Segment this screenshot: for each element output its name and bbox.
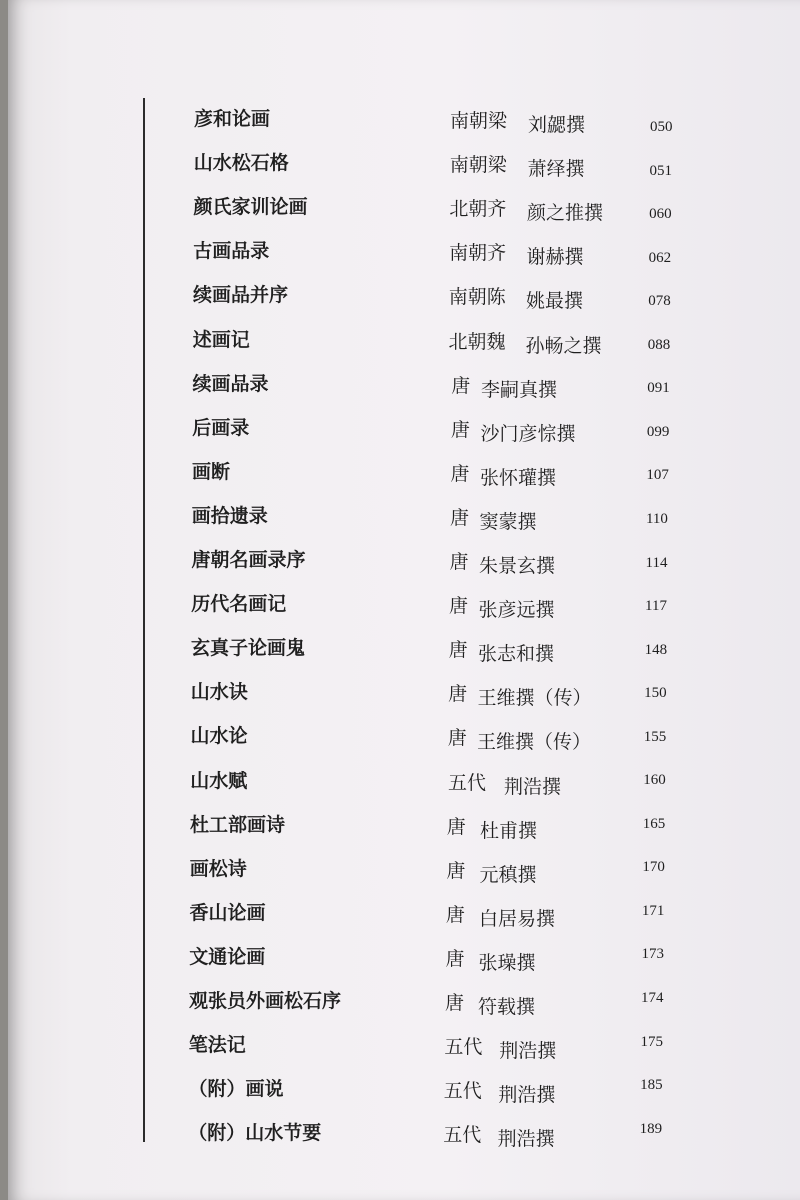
toc-title: 彦和论画 <box>194 108 271 130</box>
toc-title: 画断 <box>192 460 231 483</box>
toc-page-number: 170 <box>642 859 665 876</box>
toc-dynasty: 唐 <box>450 418 470 441</box>
toc-author: 杜甫撰 <box>480 819 538 842</box>
toc-dynasty: 北朝齐 <box>449 198 507 221</box>
toc-page-number: 099 <box>646 423 670 440</box>
toc-page-number: 150 <box>644 685 667 702</box>
vertical-rule <box>143 98 145 1142</box>
toc-title: 山水赋 <box>190 769 248 792</box>
toc-dynasty: 唐 <box>445 947 465 970</box>
toc-page-number: 148 <box>644 641 668 658</box>
toc-page-number: 155 <box>643 728 667 745</box>
toc-dynasty: 南朝梁 <box>450 110 508 132</box>
toc-dynasty: 唐 <box>450 462 470 485</box>
toc-title: 续画品并序 <box>193 284 289 307</box>
toc-author: 张怀瓘撰 <box>480 466 557 489</box>
toc-page-number: 062 <box>648 249 672 266</box>
toc-title: 画松诗 <box>189 857 247 880</box>
toc-dynasty: 唐 <box>449 551 469 573</box>
toc-page-number: 189 <box>639 1120 663 1137</box>
toc-title: 山水松石格 <box>193 152 289 175</box>
toc-title: 述画记 <box>192 328 250 351</box>
toc-title: 香山论画 <box>189 901 266 924</box>
toc-title: 杜工部画诗 <box>190 813 286 836</box>
toc-dynasty: 唐 <box>445 992 465 1014</box>
toc-author: 窦蒙撰 <box>479 510 537 533</box>
toc-title: （附）山水节要 <box>188 1122 322 1145</box>
toc-author: 张志和撰 <box>478 643 555 666</box>
toc-author: 张彦远撰 <box>478 599 555 622</box>
toc-dynasty: 唐 <box>448 683 468 706</box>
toc-page-number: 091 <box>647 380 670 397</box>
toc-dynasty: 唐 <box>449 506 469 529</box>
toc-author: 白居易撰 <box>479 907 556 930</box>
toc-dynasty: 南朝齐 <box>449 242 507 265</box>
toc-dynasty: 五代 <box>444 1036 483 1059</box>
toc-author: 朱景玄撰 <box>479 555 556 577</box>
toc-title: 历代名画记 <box>191 593 287 616</box>
toc-dynasty: 唐 <box>445 903 465 926</box>
toc-title: （附）画说 <box>188 1078 284 1101</box>
toc-dynasty: 五代 <box>443 1124 482 1147</box>
toc-title: 颜氏家训论画 <box>193 196 308 219</box>
toc-author: 萧绎撰 <box>527 158 585 181</box>
toc-author: 谢赫撰 <box>526 246 584 269</box>
toc-page-number: 165 <box>642 815 666 832</box>
toc-title: 唐朝名画录序 <box>191 549 306 571</box>
toc-author: 王维撰（传） <box>477 731 592 754</box>
toc-author: 荆浩撰 <box>504 775 562 798</box>
toc-author: 荆浩撰 <box>497 1128 555 1151</box>
toc-page-number: 173 <box>641 946 664 963</box>
toc-page-number: 110 <box>645 510 668 527</box>
toc-title: 山水诀 <box>190 681 248 704</box>
toc-page-number: 171 <box>641 902 665 919</box>
toc-dynasty: 南朝陈 <box>448 286 506 309</box>
toc-page-number: 078 <box>648 293 671 310</box>
toc-dynasty: 唐 <box>447 727 467 750</box>
toc-title: 文通论画 <box>189 945 266 968</box>
book-page <box>8 0 800 1200</box>
toc-page-number: 088 <box>647 336 671 353</box>
toc-title: 画拾遗录 <box>191 504 268 527</box>
toc-page-number: 160 <box>643 772 666 789</box>
toc-title: 山水论 <box>190 725 248 748</box>
toc-page-number: 185 <box>640 1077 663 1094</box>
toc-dynasty: 南朝梁 <box>449 154 507 177</box>
toc-dynasty: 唐 <box>448 639 468 662</box>
toc-page-number: 050 <box>650 119 673 135</box>
toc-dynasty: 唐 <box>449 595 469 618</box>
toc-author: 姚最撰 <box>526 290 584 313</box>
toc-page-number: 114 <box>645 554 668 571</box>
toc-author: 颜之推撰 <box>527 202 604 225</box>
toc-page-number: 060 <box>649 206 672 223</box>
toc-dynasty: 唐 <box>446 815 466 838</box>
toc-author: 孙畅之撰 <box>525 334 602 357</box>
toc-page-number: 175 <box>640 1033 664 1050</box>
toc-author: 荆浩撰 <box>498 1084 556 1107</box>
toc-author: 元稹撰 <box>479 863 537 886</box>
toc-page-number: 107 <box>646 467 669 484</box>
toc-author: 沙门彦悰撰 <box>480 422 576 445</box>
toc-author: 荆浩撰 <box>499 1040 557 1063</box>
toc-author: 符载撰 <box>478 996 536 1018</box>
toc-title: 续画品录 <box>192 372 269 395</box>
toc-dynasty: 五代 <box>448 771 487 794</box>
toc-author: 李嗣真撰 <box>481 378 558 401</box>
toc-dynasty: 唐 <box>451 374 471 397</box>
toc-title: 后画录 <box>192 416 250 439</box>
toc-dynasty: 五代 <box>443 1080 482 1103</box>
toc-author: 刘勰撰 <box>528 114 586 136</box>
toc-page-number: 117 <box>645 598 667 615</box>
toc-title: 笔法记 <box>188 1034 246 1057</box>
toc-dynasty: 北朝魏 <box>448 330 506 353</box>
toc-page-number: 051 <box>649 162 673 179</box>
toc-page-number: 174 <box>641 990 664 1006</box>
toc-author: 王维撰（传） <box>477 687 592 710</box>
toc-author: 张璪撰 <box>478 951 536 974</box>
toc-title: 玄真子论画鬼 <box>191 637 306 660</box>
toc-dynasty: 唐 <box>446 859 466 882</box>
toc-title: 观张员外画松石序 <box>189 990 342 1012</box>
toc-title: 古画品录 <box>193 240 270 263</box>
